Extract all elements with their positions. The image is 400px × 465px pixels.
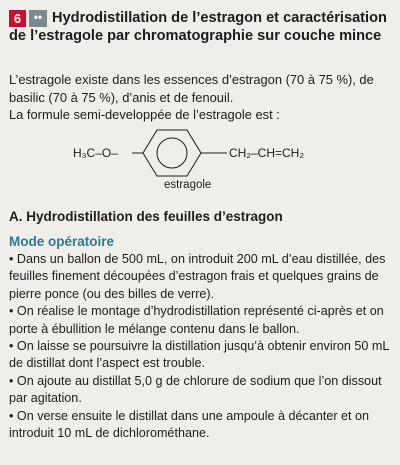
exercise-number-badge: 6 <box>9 10 26 27</box>
intro-line-2: La formule semi-developpée de l’estragole est : <box>9 107 280 122</box>
procedure-step: • On laisse se poursuivre la distillation jusqu’à obtenir environ 50 mL de distillat dont l’aspect est trouble. <box>9 339 389 371</box>
intro-text <box>9 71 394 124</box>
procedure-step: • On ajoute au distillat 5,0 g de chlorure de sodium que l’on dissout par agitation. <box>9 373 382 406</box>
exercise-title-text: Hydrodistillation de l’estragon et caractérisation de l’estragole par chromatographie sur couche mince <box>9 10 387 44</box>
procedure-list <box>9 251 392 442</box>
difficulty-badge: •• <box>29 10 47 27</box>
procedure-step: • On verse ensuite le distillat dans une ampoule à décanter et on introduit 10 mL de dichlorométhane. <box>9 408 370 441</box>
section-title: A. Hydrodistillation des feuilles d’estragon <box>9 209 283 224</box>
intro-line-1: L’estragole existe dans les essences d’estragon (70 à 75 %), de basilic (70 à 75 %), d’anis et de fenouil. <box>9 72 374 105</box>
procedure-step: • On réalise le montage d’hydrodistillation représenté ci-après et on porte à ébullition le mélange contenu dans le ballon. <box>9 304 384 336</box>
allyl-group-label: CH₂–CH=CH₂ <box>229 146 304 160</box>
methoxy-group-label: H₃C–O– <box>73 146 118 160</box>
estragole-formula <box>0 122 400 197</box>
molecule-name-label: estragole <box>164 179 212 191</box>
exercise-title <box>9 10 394 45</box>
procedure-heading: Mode opératoire <box>9 234 115 249</box>
procedure-step: • Dans un ballon de 500 mL, on introduit 200 mL d’eau distillée, des feuilles finement découpées d’estragon frais et quelques grains de pierre ponce (ou des billes de verre). <box>9 252 386 301</box>
